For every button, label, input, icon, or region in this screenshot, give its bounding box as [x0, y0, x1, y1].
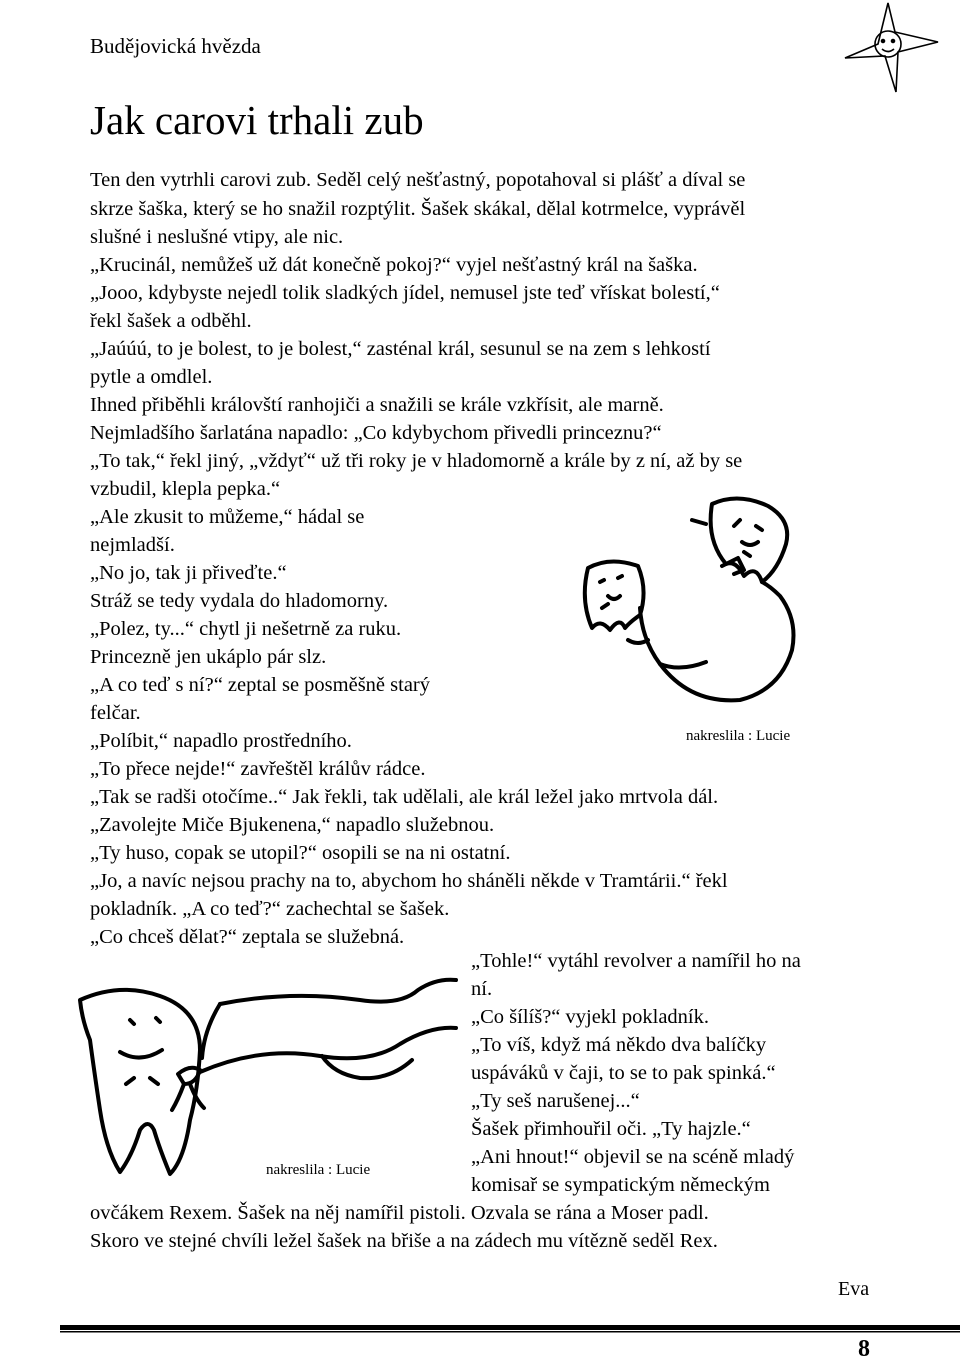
article-line: „To tak,“ řekl jiný, „vždyť“ už tři roky je v hladomorně a krále by z ní, až by se: [90, 450, 743, 472]
article-line: „A co teď s ní?“ zeptal se posměšně starý: [90, 674, 431, 696]
article-line: skrze šaška, který se ho snažil rozptýlit. Šašek skákal, dělal kotrmelce, vyprávěl: [90, 198, 746, 220]
article-line: „Ty seš narušenej...“: [471, 1090, 640, 1112]
article-line: „Ani hnout!“ objevil se na scéně mladý: [471, 1146, 795, 1168]
page-number: 8: [858, 1336, 870, 1362]
article-author: Eva: [838, 1278, 870, 1300]
star-logo-icon: [838, 0, 943, 95]
article-line: ovčákem Rexem. Šašek na něj namířil pistoli. Ozvala se rána a Moser padl.: [90, 1202, 709, 1224]
article-line: „Krucinál, nemůžeš už dát konečně pokoj?“ vyjel nešťastný král na šaška.: [90, 254, 698, 276]
article-line: „Polez, ty...“ chytl ji nešetrně za ruku.: [90, 618, 402, 640]
illustration-credit: nakreslila : Lucie: [266, 1162, 371, 1178]
article-line: pytle a omdlel.: [90, 366, 213, 388]
tooth-with-string-drawing-icon: [60, 960, 470, 1190]
article-line: „Tak se radši otočíme..“ Jak řekli, tak udělali, ale král ležel jako mrtvola dál.: [90, 786, 719, 808]
magazine-title: Budějovická hvězda: [90, 34, 261, 58]
article-line: nejmladší.: [90, 534, 175, 556]
article-line: „Jooo, kdybyste nejedl tolik sladkých jídel, nemusel jste teď vřískat bolestí,“: [90, 282, 720, 304]
article-line: slušné i neslušné vtipy, ale nic.: [90, 226, 344, 248]
article-line: „To víš, když má někdo dva balíčky: [471, 1034, 767, 1056]
article-line: vzbudil, klepla pepka.“: [90, 478, 281, 500]
article-line: řekl šašek a odběhl.: [90, 310, 252, 332]
article-line: Ihned přiběhli královští ranhojiči a snažili se krále vzkřísit, ale marně.: [90, 394, 664, 416]
article-line: „Jaúúú, to je bolest, to je bolest,“ zasténal král, sesunul se na zem s lehkostí: [90, 338, 711, 360]
article-line: „No jo, tak ji přiveďte.“: [90, 562, 287, 584]
illustration-credit: nakreslila : Lucie: [686, 728, 791, 744]
article-line: pokladník. „A co teď?“ zachechtal se šašek.: [90, 898, 450, 920]
footer-divider: [60, 1325, 960, 1333]
article-line: „Jo, a navíc nejsou prachy na to, abychom ho sháněli někde v Tramtárii.“ řekl: [90, 870, 728, 892]
article-line: „Ale zkusit to můžeme,“ hádal se: [90, 506, 365, 528]
article-line: komisař se sympatickým německým: [471, 1174, 770, 1196]
article-title: Jak carovi trhali zub: [90, 97, 424, 143]
article-line: „Ty huso, copak se utopil?“ osopili se na ni ostatní.: [90, 842, 511, 864]
article-line: uspáváků v čaji, to se to pak spinká.“: [471, 1062, 776, 1084]
teeth-drawing-icon: [530, 490, 820, 720]
article-line: Princezně jen ukáplo pár slz.: [90, 646, 327, 668]
article-line: Šašek přimhouřil oči. „Ty hajzle.“: [471, 1118, 751, 1140]
article-line: „Zavolejte Miče Bjukenena,“ napadlo služebnou.: [90, 814, 495, 836]
article-line: „Tohle!“ vytáhl revolver a namířil ho na: [471, 950, 801, 972]
article-line: felčar.: [90, 702, 141, 724]
article-line: Nejmladšího šarlatána napadlo: „Co kdybychom přivedli princeznu?“: [90, 422, 662, 444]
article-line: „To přece nejde!“ zavřeštěl králův rádce.: [90, 758, 426, 780]
article-line: Skoro ve stejné chvíli ležel šašek na břiše a na zádech mu vítězně seděl Rex.: [90, 1230, 718, 1252]
article-line: „Co šílíš?“ vyjekl pokladník.: [471, 1006, 709, 1028]
article-line: „Políbit,“ napadlo prostředního.: [90, 730, 352, 752]
article-line: „Co chceš dělat?“ zeptala se služebná.: [90, 926, 405, 948]
article-line: ní.: [471, 978, 493, 1000]
article-line: Ten den vytrhli carovi zub. Seděl celý nešťastný, popotahoval si plášť a díval se: [90, 169, 746, 191]
article-line: Stráž se tedy vydala do hladomorny.: [90, 590, 389, 612]
